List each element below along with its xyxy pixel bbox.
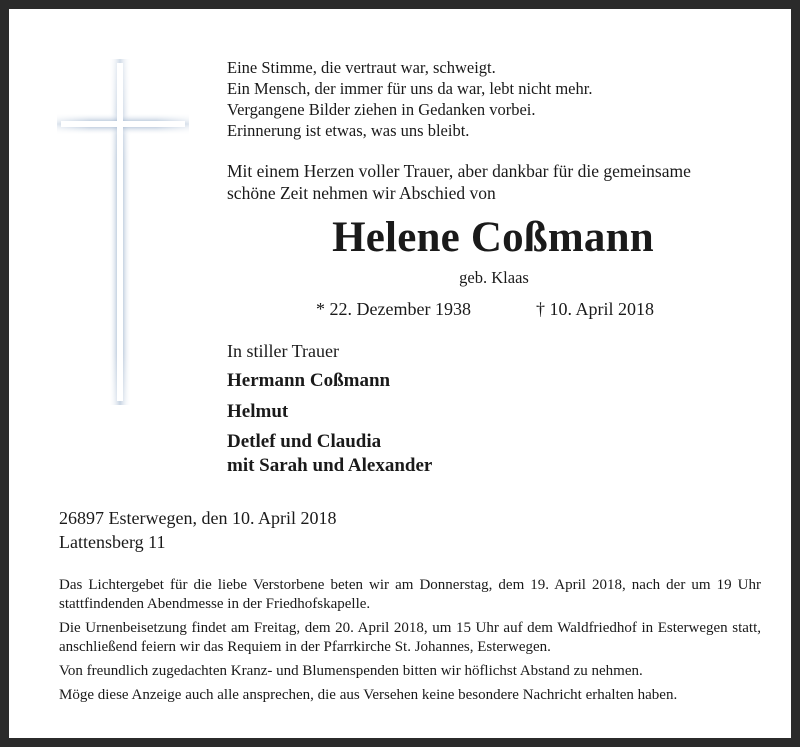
birth-date: * 22. Dezember 1938 <box>316 299 471 319</box>
place-and-date <box>59 506 336 554</box>
place-line: 26897 Esterwegen, den 10. April 2018 <box>59 508 337 528</box>
mourner-name: mit Sarah und Alexander <box>227 455 433 476</box>
poem-line: Ein Mensch, der immer für uns da war, lebt nicht mehr. <box>227 79 593 98</box>
poem-line: Eine Stimme, die vertraut war, schweigt. <box>227 58 496 77</box>
note-paragraph: Von freundlich zugedachten Kranz- und Blumenspenden bitten wir höflichst Abstand zu nehmen. <box>59 663 643 679</box>
mourner-name: Helmut <box>227 401 289 422</box>
mourner-name: Detlef und Claudia <box>227 431 382 452</box>
deceased-name: Helene Coßmann <box>332 214 654 261</box>
intro-line: schöne Zeit nehmen wir Abschied von <box>227 183 496 203</box>
poem-line: Vergangene Bilder ziehen in Gedanken vorbei. <box>227 100 536 119</box>
note-paragraph: Möge diese Anzeige auch alle ansprechen, die aus Versehen keine besondere Nachricht erhalten haben. <box>59 687 678 703</box>
poem-line: Erinnerung ist etwas, was uns bleibt. <box>227 121 470 140</box>
death-date: † 10. April 2018 <box>536 299 655 319</box>
intro-line: Mit einem Herzen voller Trauer, aber dankbar für die gemeinsame <box>227 161 691 181</box>
mourners-heading: In stiller Trauer <box>227 341 339 361</box>
birth-name: geb. Klaas <box>459 268 529 287</box>
service-notes <box>59 576 761 710</box>
note-paragraph: Die Urnenbeisetzung findet am Freitag, dem 20. April 2018, um 15 Uhr auf dem Waldfriedhof in Esterwegen statt, anschließend feiern wir das Requiem in der Pfarrkirche St. Johannes, Esterwegen. <box>59 620 761 655</box>
note-paragraph: Das Lichtergebet für die liebe Verstorbene beten wir am Donnerstag, dem 19. April 2018, nach der um 19 Uhr stattfindenden Abendmesse in der Friedhofskapelle. <box>59 577 761 612</box>
mourner-name: Hermann Coßmann <box>227 370 391 391</box>
address-line: Lattensberg 11 <box>59 532 166 552</box>
poem <box>227 57 592 141</box>
intro-text <box>227 160 691 204</box>
